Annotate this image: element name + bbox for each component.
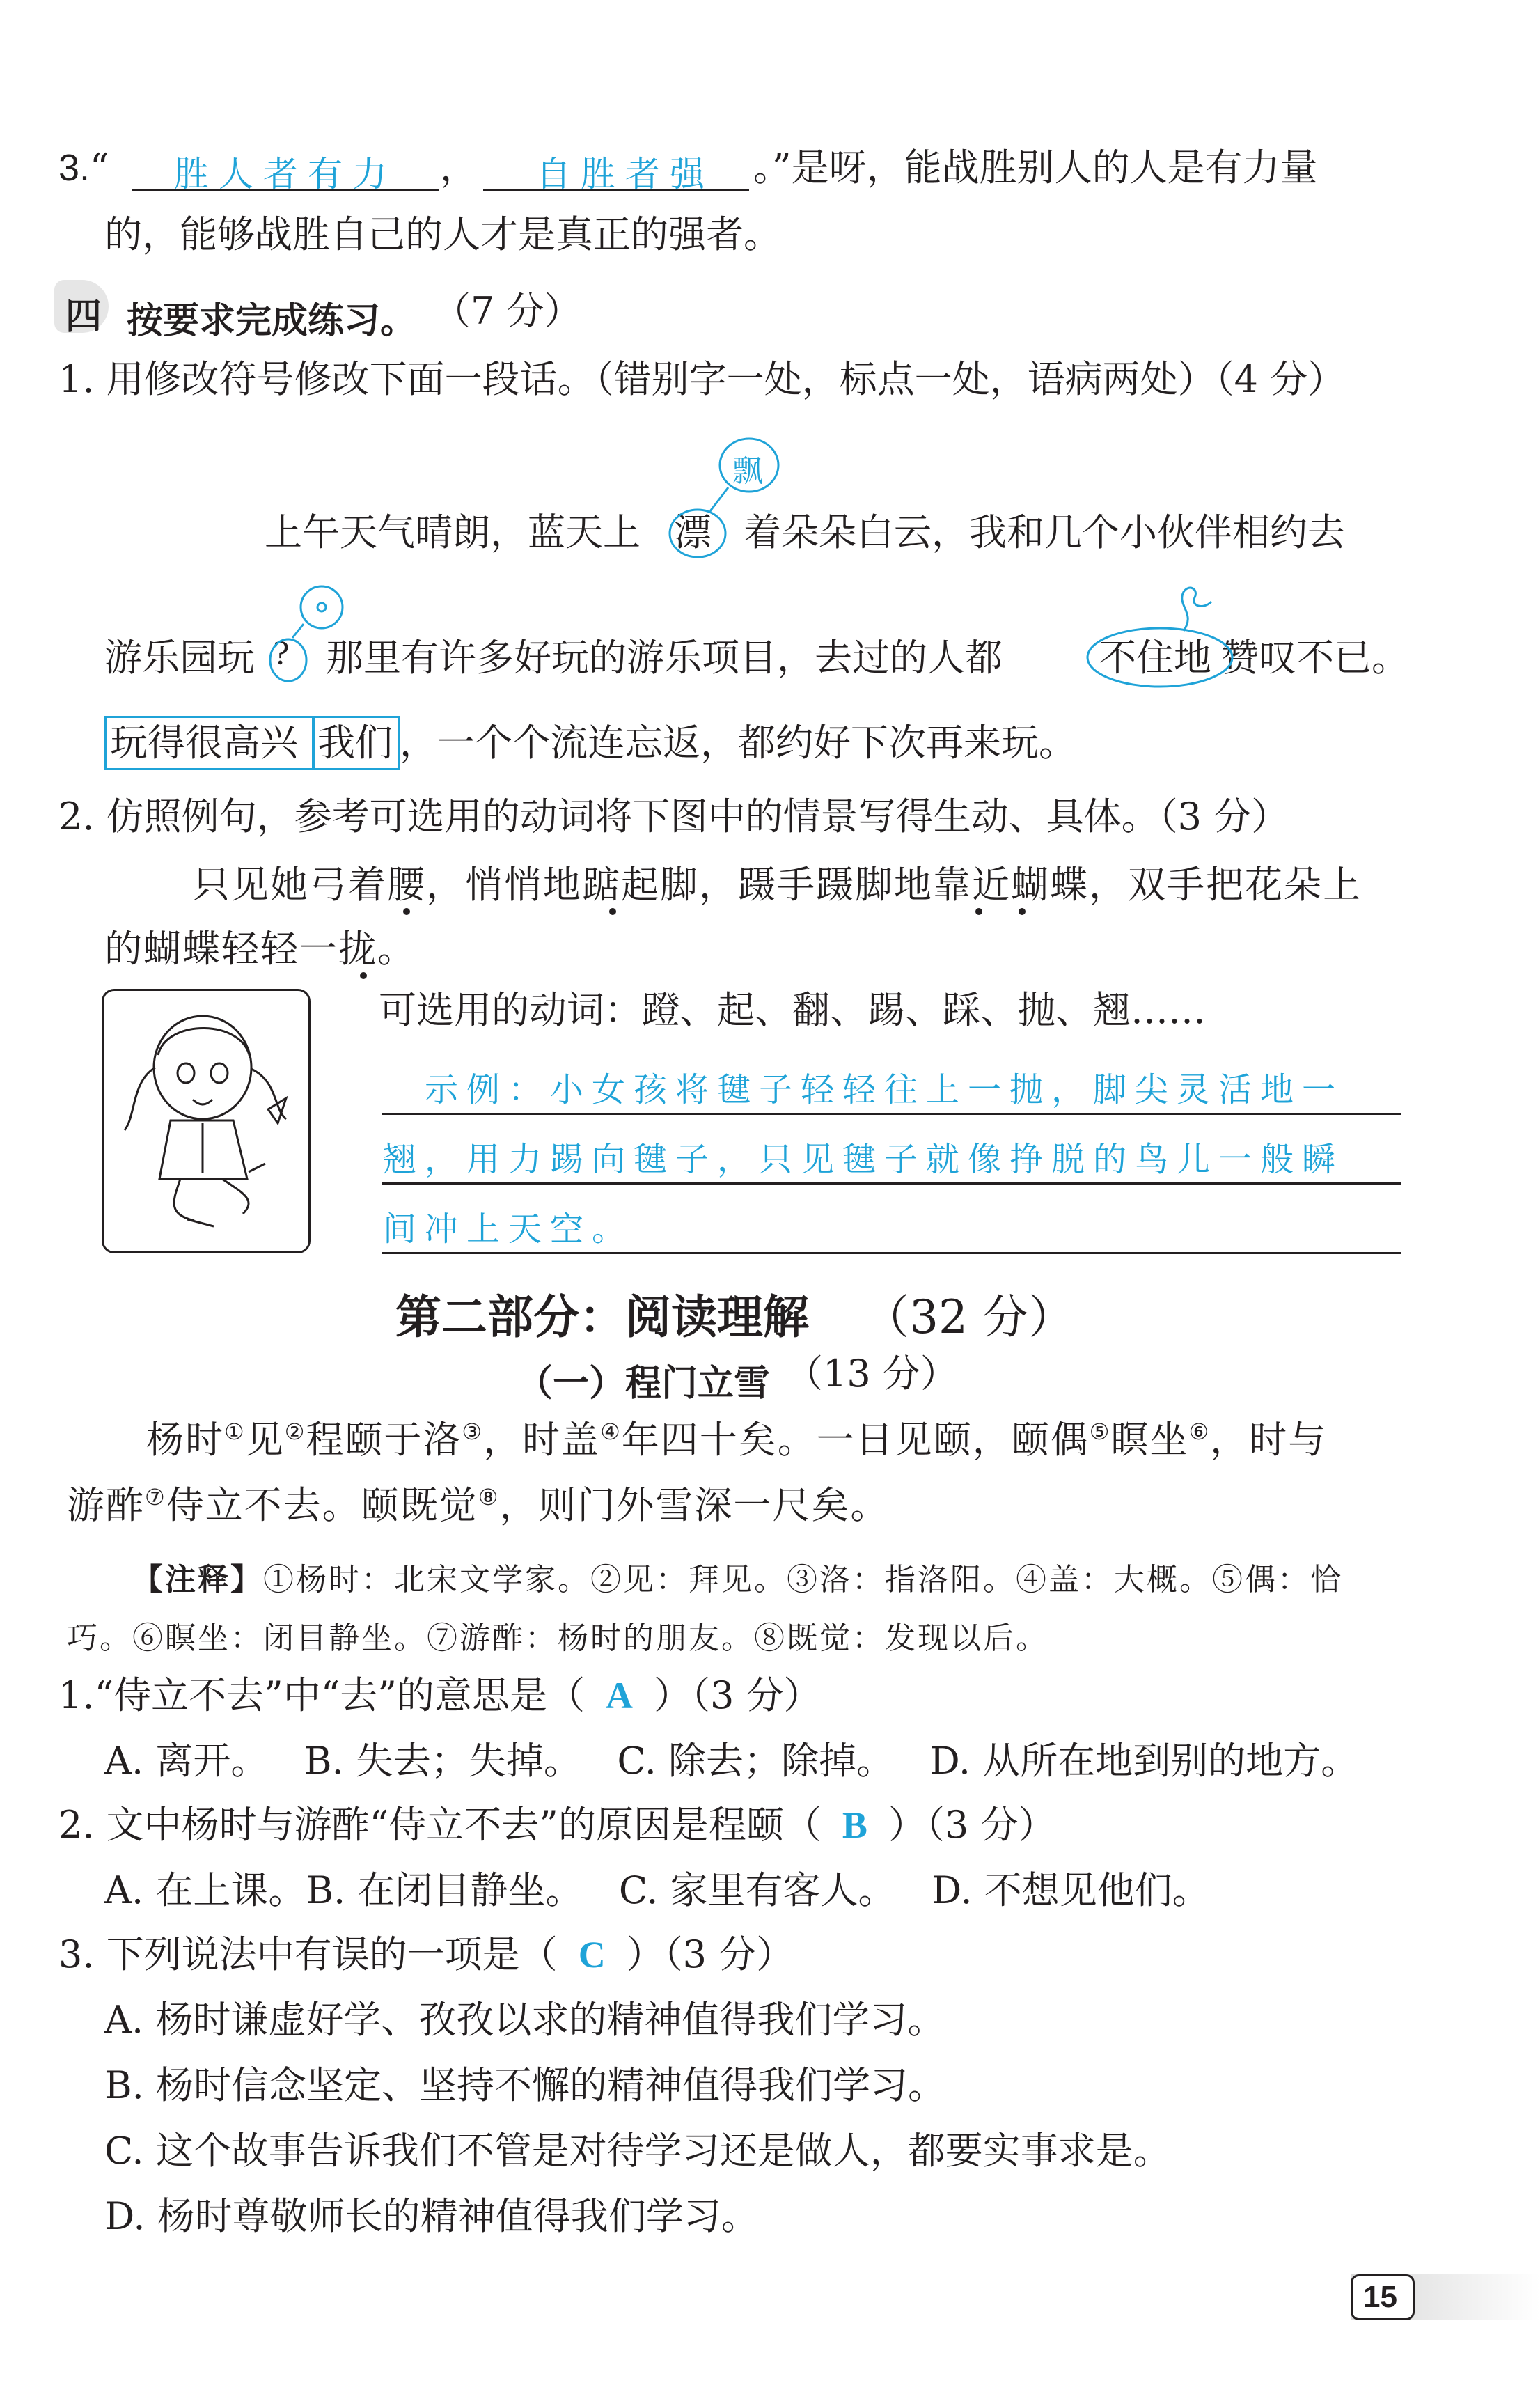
answer-line-1-text: 示例：小女孩将毽子轻轻往上一抛，脚尖灵活地一 xyxy=(425,1070,1344,1109)
answer-text-1: 胜人者有力 xyxy=(174,154,397,194)
footnote-marker: ⑦ xyxy=(145,1484,166,1510)
passage-text: 程颐于洛 xyxy=(306,1418,462,1462)
footnote-marker: ⑤ xyxy=(1089,1418,1111,1445)
answer-line-3 xyxy=(382,1252,1401,1254)
passage-text: ，时与 xyxy=(1210,1418,1328,1462)
answer-line-1 xyxy=(382,1113,1401,1115)
reading-q1-text: 1.“侍立不去”中“去”的意思是（ xyxy=(58,1673,585,1717)
footnote-marker: ② xyxy=(284,1418,306,1445)
verb-list: 可选用的动词：蹬、起、翻、踢、踩、抛、翘…… xyxy=(379,988,1206,1032)
reading-q3-option-a: A. 杨时谦虚好学、孜孜以求的精神值得我们学习。 xyxy=(104,1998,945,2042)
passage-text: 侍立不去。颐既觉 xyxy=(166,1483,478,1527)
answer-line-3-text: 间冲上天空。 xyxy=(383,1210,634,1249)
reading-q3-option-c: C. 这个故事告诉我们不管是对待学习还是做人，都要实事求是。 xyxy=(104,2129,1171,2173)
notes-line2: 巧。⑥瞑坐：闭目静坐。⑦游酢：杨时的朋友。⑧既觉：发现以后。 xyxy=(67,1620,1048,1656)
girl-kicking-shuttlecock-image xyxy=(104,991,308,1251)
section-title: 按要求完成练习。 xyxy=(127,300,417,342)
emphasis-dot xyxy=(609,908,616,915)
reading-q1-score: ）（3 分） xyxy=(653,1673,822,1717)
emphasis-dot xyxy=(403,908,410,915)
emphasis-dot xyxy=(1019,908,1026,915)
question-4-2: 2. 仿照例句，参考可选用的动词将下图中的情景写得生动、具体。（3 分） xyxy=(58,795,1289,838)
answer-line-2 xyxy=(382,1182,1401,1185)
open-quote: “ xyxy=(90,146,109,189)
reading-q1-answer: A xyxy=(605,1675,633,1717)
item-3-line2: 的，能够战胜自己的人才是真正的强者。 xyxy=(104,212,781,256)
correction-marks xyxy=(0,0,1540,780)
reading-q3-answer: C xyxy=(578,1934,606,1976)
para-line2-c: 赞叹不已。 xyxy=(1221,636,1409,680)
para-wrong-char: 漂 xyxy=(674,510,712,554)
para-line1-a: 上午天气晴朗，蓝天上 xyxy=(265,510,641,554)
passage-text: 年四十矣。一日见颐，颐偶 xyxy=(621,1418,1090,1462)
correction-char: 飘 xyxy=(732,453,763,489)
reading-q3-text: 3. 下列说法中有误的一项是（ xyxy=(58,1932,558,1976)
footnote-marker: ⑥ xyxy=(1188,1418,1211,1445)
reading-q1 xyxy=(58,1673,822,1717)
notes-line1 xyxy=(132,1554,1343,1599)
passage-text: ，时盖 xyxy=(483,1418,601,1462)
part2-title: 第二部分：阅读理解 xyxy=(395,1290,809,1344)
para-line1-b: 着朵朵白云，我和几个小伙伴相约去 xyxy=(744,510,1345,554)
para-line2-qmark: ? xyxy=(273,636,290,672)
para-line3-box2-text: 我们 xyxy=(317,721,393,765)
passage-title: （一）程门立雪 xyxy=(517,1363,771,1405)
reading-q3-option-d: D. 杨时尊敬师长的精神值得我们学习。 xyxy=(104,2194,759,2238)
passage-line2 xyxy=(67,1483,890,1527)
section-score: （7 分） xyxy=(433,289,582,333)
para-line2-b: 那里有许多好玩的游乐项目，去过的人都 xyxy=(326,636,1003,680)
footnote-marker: ① xyxy=(224,1418,246,1445)
passage-text: 杨时 xyxy=(146,1418,224,1462)
reading-q3 xyxy=(58,1932,794,1976)
answer-line-2-text: 翘，用力踢向毽子，只见毽子就像挣脱的鸟儿一般瞬 xyxy=(383,1140,1344,1179)
reading-q2-text: 2. 文中杨时与游酢“侍立不去”的原因是程颐（ xyxy=(58,1803,822,1847)
reading-q3-option-b: B. 杨时信念坚定、坚持不懈的精神值得我们学习。 xyxy=(104,2063,946,2107)
footnote-marker: ⑧ xyxy=(478,1484,500,1510)
page-number: 15 xyxy=(1363,2280,1397,2314)
notes-label: 【注释】 xyxy=(132,1562,263,1597)
notes-text: ①杨时：北宋文学家。②见：拜见。③洛：指洛阳。④盖：大概。⑤偶：恰 xyxy=(263,1562,1343,1597)
reading-q3-score: ）（3 分） xyxy=(626,1932,794,1976)
para-line3-rest: ，一个个流连忘返，都约好下次再来玩。 xyxy=(400,721,1076,765)
comma: ， xyxy=(440,146,478,189)
emphasis-dot xyxy=(975,908,982,915)
passage-text: 游酢 xyxy=(67,1483,145,1527)
emphasis-dot xyxy=(360,972,367,979)
example-line2: 的蝴蝶轻轻一拢。 xyxy=(104,927,416,971)
passage-line1 xyxy=(146,1418,1328,1462)
reading-q2-answer: B xyxy=(842,1804,867,1846)
example-line1: 只见她弓着腰，悄悄地踮起脚，蹑手蹑脚地靠近蝴蝶，双手把花朵上 xyxy=(192,863,1362,907)
para-line3-box-text: 玩得很高兴 xyxy=(110,721,298,765)
item-number: 3. xyxy=(58,147,91,189)
reading-q2-score: ）（3 分） xyxy=(888,1803,1056,1847)
passage-score: （13 分） xyxy=(785,1352,958,1396)
part2-score: （32 分） xyxy=(863,1290,1074,1344)
reading-q1-options: A. 离开。 B. 失去；失掉。 C. 除去；除掉。 D. 从所在地到别的地方。 xyxy=(104,1739,1359,1783)
passage-text: ，则门外雪深一尺矣。 xyxy=(499,1483,890,1527)
passage-text: 见 xyxy=(245,1418,285,1462)
section-badge-label: 四 xyxy=(65,296,102,338)
girl-illustration xyxy=(102,989,311,1253)
para-line2-a: 游乐园玩 xyxy=(104,636,255,680)
reading-q2-options: A. 在上课。B. 在闭目静坐。 C. 家里有客人。 D. 不想见他们。 xyxy=(104,1868,1210,1912)
footnote-marker: ③ xyxy=(462,1418,484,1445)
answer-text-2: 自胜者强 xyxy=(536,154,714,194)
question-4-1: 1. 用修改符号修改下面一段话。（错别字一处，标点一处，语病两处）（4 分） xyxy=(58,357,1346,401)
reading-q2 xyxy=(58,1803,1056,1847)
item-3-rest: 。”是呀，能战胜别人的人是有力量 xyxy=(753,146,1318,189)
passage-text: 瞑坐 xyxy=(1110,1418,1189,1462)
para-line2-circled: 不住地 xyxy=(1099,636,1211,680)
footnote-marker: ④ xyxy=(600,1418,622,1445)
